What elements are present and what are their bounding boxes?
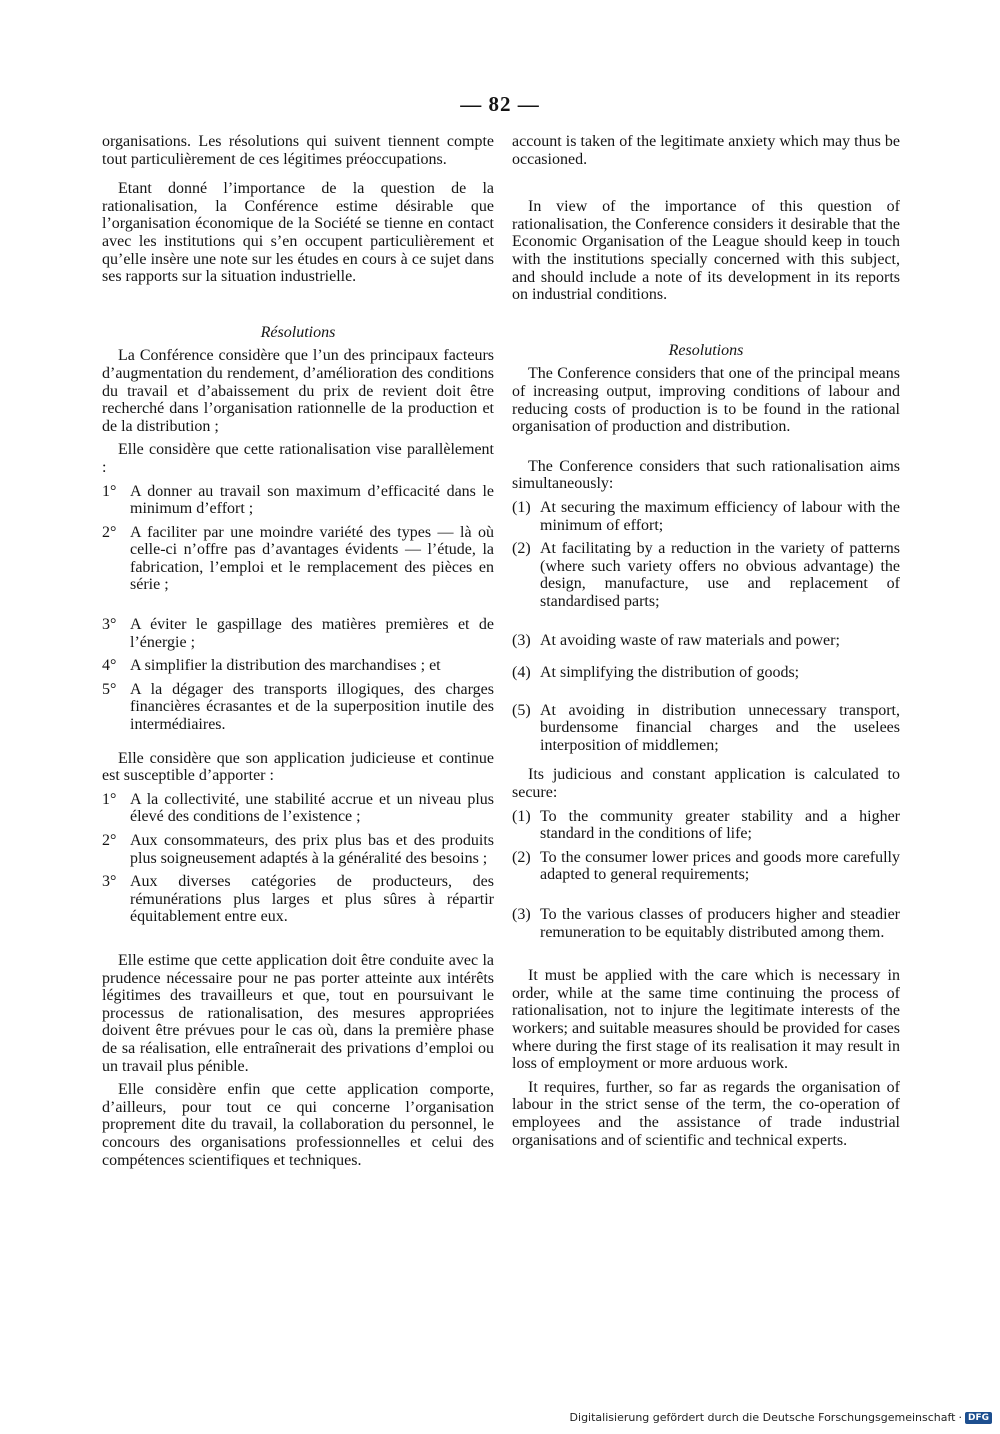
fr-list1-item: 3° A éviter le gaspillage des matières premières et de l’énergie ; — [102, 616, 494, 651]
en-list1-item: (1) At securing the maximum efficiency of labour with the minimum of effort; — [512, 498, 900, 534]
fr-list1-item: 2° A faciliter par une moindre variété des types — là où celle-ci n’offre pas d’avantages évidents — l’étude, la fabrication, l’emploi et le remplacement des pièces en série ; — [102, 523, 494, 594]
en-list2-item: (1) To the community greater stability and a higher standard in the conditions of life; — [512, 807, 900, 843]
fr-list2-item: 2° Aux consommateurs, des prix plus bas et des produits plus soigneusement adaptés à la généralité des besoins ; — [102, 832, 494, 867]
fr-list1-item: 5° A la dégager des transports illogiques, des charges financières écrasantes et de la superposition inutile des intermédiaires. — [102, 680, 494, 734]
dfg-logo: DFG — [965, 1412, 992, 1424]
fr-paragraph-7: Elle considère enfin que cette application comporte, d’ailleurs, pour tout ce qui concerne l’organisation proprement dite du travail, la collaboration du personnel, le concours des organisations professionnelles et celui des compétences scientifiques et techniques. — [102, 1081, 494, 1169]
fr-paragraph-3: La Conférence considère que l’un des principaux facteurs d’augmentation du rendement, d’amélioration des conditions du travail et d’abaissement du prix de revient doit être recherché dans l’organisation rationnelle de la production et de la distribution ; — [102, 347, 494, 435]
en-list2-item: (2) To the consumer lower prices and goods more carefully adapted to general requirements; — [512, 848, 900, 884]
fr-list2-item: 3° Aux diverses catégories de producteurs, des rémunérations plus larges et plus sûres à répartir équitablement entre eux. — [102, 873, 494, 926]
page-number: — 82 — — [460, 92, 540, 116]
french-column — [102, 133, 494, 1169]
credit-text: Digitalisierung gefördert durch die Deutsche Forschungsgemeinschaft — [569, 1411, 956, 1424]
en-paragraph-7: It requires, further, so far as regards the organisation of labour in the strict sense of the term, the co-operation of employees and the assistance of trade industrial organisations and of scientific and technical experts. — [512, 1078, 900, 1149]
fr-list1-item: 1° A donner au travail son maximum d’efficacité dans le minimum d’effort ; — [102, 482, 494, 518]
en-list2-item: (3) To the various classes of producers higher and steadier remuneration to be equitably distributed among them. — [512, 906, 900, 941]
en-paragraph-2: In view of the importance of this question of rationalisation, the Conference considers it desirable that the Economic Organisation of the League should keep in touch with the institutions specially concerned with this subject, and should include a note of its development in its reports on industrial conditions. — [512, 198, 900, 304]
en-paragraph-6: It must be applied with the care which is necessary in order, while at the same time continuing the process of rationalisation, not to injure the legitimate interests of the workers; and suitable measures should be provided for cases where during the first stage of its realisation it may result in loss of employment or more arduous work. — [512, 967, 900, 1073]
fr-paragraph-2: Etant donné l’importance de la question de la rationalisation, la Conférence estime désirable que l’organisation économique de la Société se tienne en contact avec les institutions qui s’en occupent particulièrement et qu’elle insère une note sur les études en cours à ce sujet dans ses rapports sur la situation industrielle. — [102, 180, 494, 286]
en-list1-item: (3) At avoiding waste of raw materials and power; — [512, 632, 840, 650]
en-paragraph-5: Its judicious and constant application is calculated to secure: — [512, 766, 900, 802]
fr-paragraph-6: Elle estime que cette application doit être conduite avec la prudence nécessaire pour ne pas porter atteinte aux intérêts légitimes des travailleurs et que, tout en poursuivant le processus de rationalisation, des mesures appropriées doivent être prévues pour le cas où, dans la première phase de sa réalisation, elle entraînerait des privations d’emploi ou un travail plus pénible. — [102, 951, 494, 1075]
en-heading: Resolutions — [668, 341, 744, 359]
en-list1-item: (5) At avoiding in distribution unnecessary transport, burdensome financial charges and the uselees interposition of middlemen; — [512, 701, 900, 754]
en-paragraph-1: account is taken of the legitimate anxiety which may thus be occasioned. — [512, 133, 900, 168]
en-paragraph-3: The Conference considers that one of the principal means of increasing output, improving conditions of labour and reducing costs of production is to be found in the rational organisation of production and distribution. — [512, 365, 900, 436]
digitization-credit: Digitalisierung gefördert durch die Deutsche Forschungsgemeinschaft · DFG — [570, 1411, 992, 1424]
english-column — [512, 133, 900, 1149]
fr-heading: Résolutions — [260, 323, 336, 341]
en-list1-item: (2) At facilitating by a reduction in the variety of patterns (where such variety offers no obvious advantage) the design, manufacture, use and replacement of standardised parts; — [512, 540, 900, 610]
fr-paragraph-4: Elle considère que cette rationalisation vise parallèlement : — [102, 441, 494, 476]
en-list1-item: (4) At simplifying the distribution of goods; — [512, 664, 800, 682]
fr-list2-item: 1° A la collectivité, une stabilité accrue et un niveau plus élevé des conditions de l’existence ; — [102, 790, 494, 826]
fr-list1-item: 4° A simplifier la distribution des marchandises ; et — [102, 657, 441, 675]
fr-paragraph-5: Elle considère que son application judicieuse et continue est susceptible d’apporter : — [102, 749, 494, 785]
en-paragraph-4: The Conference considers that such rationalisation aims simultaneously: — [512, 457, 900, 493]
fr-paragraph-1: organisations. Les résolutions qui suivent tiennent compte tout particulièrement de ces légitimes préoccupations. — [102, 133, 494, 168]
